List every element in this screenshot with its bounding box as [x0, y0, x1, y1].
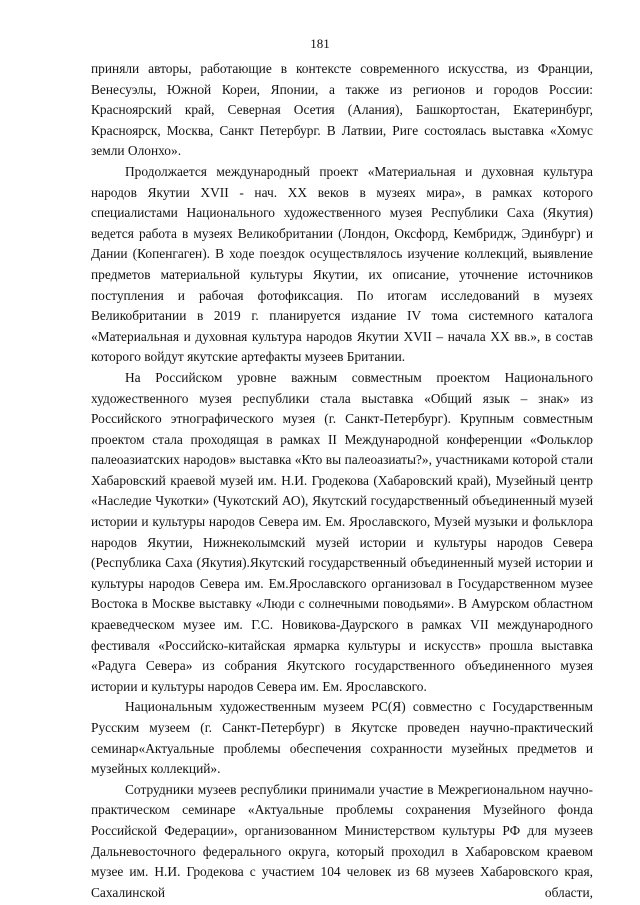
paragraph-interregional-seminar: Сотрудники музеев республики принимали участие в Межрегиональном научно-практическом семинаре «Актуальные проблемы сохранения Музейного фонда Российской Федерации», организованном Министерством культуры РФ для музеев Дальневосточного федерального округа, который проходил в Хабаровском краевом музее им. Н.И. Гродекова с участием 104 человек из 68 музеев Хабаровского края, Сахалинской области,: [91, 781, 593, 900]
paragraph-international-project: Продолжается международный проект «Материальная и духовная культура народов Якутии XVII - нач. XX веков в музеях мира», в рамках которого специалистами Национального художественного музея Республики Саха (Якутия) ведется работа в музеях Великобритании (Лондон, Оксфорд, Кембридж, Эдинбург) и Дании (Копенгаген). В ходе поездок осуществлялось изучение коллекций, выявление предметов материальной культуры Якутии, их описание, уточнение источников поступления и рабочая фотофиксация. По итогам исследований в музеях Великобритании в 2019 г. планируется издание IV тома системного каталога «Материальная и духовная культура народов Якутии XVII – начала XX вв.», в состав которого войдут якутские артефакты музеев Британии.: [91, 163, 593, 365]
page-number: 181: [310, 36, 330, 51]
paragraph-continuation: приняли авторы, работающие в контексте современного искусства, из Франции, Венесуэлы, Южной Кореи, Японии, а также из регионов и городов России: Красноярский край, Северная Осетия (Алания), Башкортостан, Екатеринбург, Красноярск, Москва, Санкт Петербург. В Латвии, Риге состоялась выставка «Хомус земли Олонхо».: [91, 61, 593, 159]
paragraph-seminar-russian-museum: Национальным художественным музеем РС(Я) совместно с Государственным Русским музеем (г. Санкт-Петербург) в Якутске проведен научно-практический семинар«Актуальные проблемы обеспечения сохранности музейных предметов и музейных коллекций».: [91, 699, 593, 777]
body-text: [91, 59, 593, 903]
paragraph-russian-level-projects: На Российском уровне важным совместным проектом Национального художественного музея республики стала выставка «Общий язык – знак» из Российского этнографического музея (г. Санкт-Петербург). Крупным совместным проектом стала проходящая в рамках II Международной конференции «Фольклор палеоазиатских народов» выставка «Кто вы палеоазиаты?», участниками которой стали Хабаровский краевой музей им. Н.И. Гродекова (Хабаровский край), Музейный центр «Наследие Чукотки» (Чукотский АО), Якутский государственный объединенный музей истории и культуры народов Севера им. Ем. Ярославского, Музей музыки и фольклора народов Якутии, Нижнеколымский музей истории и культуры народов Севера (Республика Саха (Якутия).Якутский государственный объединенный музей истории и культуры народов Севера им. Ем.Ярославского организовал в Государственном музее Востока в Москве выставку «Люди с солнечными поводьями». В Амурском областном краеведческом музее им. Г.С. Новикова-Даурского в рамках VII международного фестиваля «Российско-китайская ярмарка культуры и искусств» прошла выставка «Радуга Севера» из собрания Якутского государственного объединенного музея истории и культуры народов Севера им. Ем. Ярославского.: [91, 369, 593, 694]
